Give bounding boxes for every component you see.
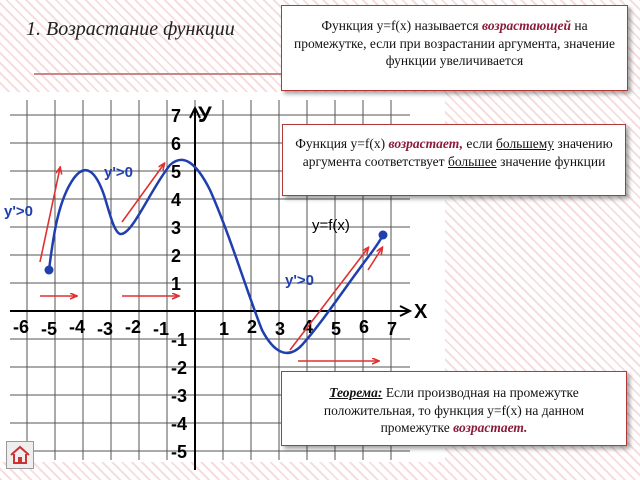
theorem-emph: возрастает. [453,420,528,436]
y-axis-label: У [198,102,212,127]
definition2-text-mid1: если [462,136,496,151]
y-tick-label: 5 [171,162,182,182]
y-tick-label: 6 [171,134,182,154]
x-tick-label: 4 [303,317,314,337]
home-icon [7,442,33,468]
derivative-label-3: y'>0 [285,272,315,289]
y-tick-label: -2 [171,358,188,378]
tangent-arrow-3 [290,248,368,350]
y-tick-label: 7 [171,106,182,126]
y-tick-label: -5 [171,442,188,462]
x-tick-label: 3 [275,319,286,339]
x-tick-label: 1 [219,319,230,339]
theorem-label: Теорема: [329,385,383,400]
x-tick-label: -4 [69,317,86,337]
y-tick-label: 2 [171,246,182,266]
page-title: 1. Возрастание функции [26,18,235,40]
definition-text-before: Функция y=f(x) называется [321,18,482,33]
definition2-emph: возрастает, [388,136,463,151]
derivative-label-2: y'>0 [4,203,34,220]
x-tick-label: 6 [359,317,370,337]
theorem-text: Если производная на промежутке положительная, то функция y=f(x) на данном промежутке [323,385,585,436]
x-tick-label: -1 [153,319,170,339]
definition2-text-mid2: значению аргумента соответствует [302,136,613,169]
definition2-text-before: Функция y=f(x) [295,136,389,151]
definition2-box [282,124,626,196]
y-tick-label: 3 [171,218,182,238]
function-label: y=f(x) [312,217,350,234]
x-tick-label: -2 [125,317,142,337]
y-tick-label: 4 [171,190,182,210]
x-tick-label: 7 [387,319,398,339]
x-tick-label: -3 [97,319,114,339]
x-tick-label: -6 [13,317,30,337]
tangent-arrow-4 [368,248,382,270]
definition-text-after: на промежутке, если при возрастании аргумента, значение функции увеличивается [293,18,616,69]
definition2-underlined-2: большее [447,153,497,169]
definition2-text-after: значение функции [496,153,606,169]
derivative-label-1: y'>0 [104,164,134,181]
y-tick-label: 1 [171,274,182,294]
x-tick-labels [13,317,397,339]
x-tick-label: 5 [331,319,342,339]
definition2-underlined-1: большему [496,136,555,151]
definition-emph: возрастающей [482,18,572,33]
x-axis-label: X [414,301,428,323]
x-tick-label: 2 [247,317,258,337]
theorem-box [281,371,627,446]
y-tick-label: -3 [171,386,188,406]
y-tick-label: -1 [171,330,188,350]
y-tick-label: -4 [171,414,188,434]
curve-end-point [379,231,388,240]
home-button[interactable] [6,441,34,469]
x-tick-label: -5 [41,319,58,339]
curve-start-point [45,266,54,275]
